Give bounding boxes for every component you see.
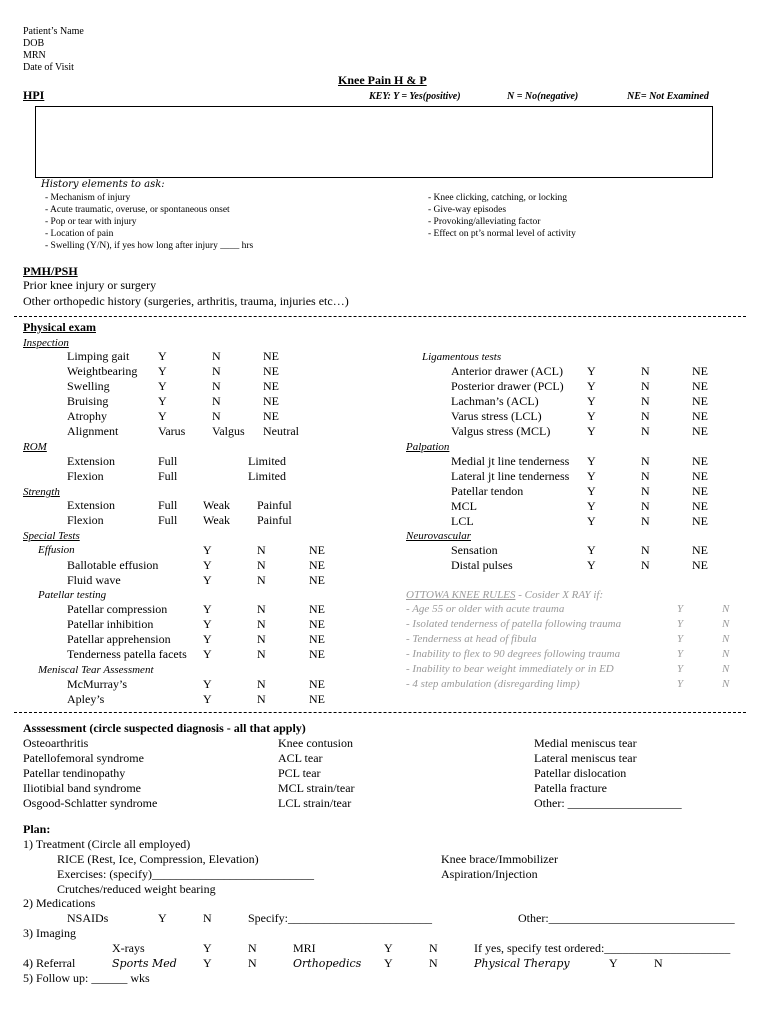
rom-row: Extension Full Limited — [67, 454, 286, 468]
follow-up-field: 5) Follow up: ______ wks — [23, 971, 150, 985]
ottawa-row: - Age 55 or older with acute trauma Y N — [406, 603, 730, 615]
patellar-row: Tenderness patella facets Y N NE — [67, 647, 325, 661]
hpi-text-box[interactable] — [35, 106, 713, 178]
palpation-row: Medial jt line tenderness Y N NE — [451, 454, 708, 468]
history-item: - Swelling (Y/N), if yes how long after injury ____ hrs — [45, 241, 254, 251]
ottawa-row: - Inability to bear weight immediately or in ED Y N — [406, 663, 730, 675]
inspection-heading: Inspection — [23, 337, 69, 349]
pmh-line: Prior knee injury or surgery — [23, 278, 157, 292]
effusion-row: Fluid wave Y N NE — [67, 573, 325, 587]
palpation-heading: Palpation — [406, 441, 450, 453]
referral-row: 4) Referral Sports Med Y N Orthopedics Y N Physical Therapy Y N — [23, 956, 663, 970]
inspection-row: Atrophy Y N NE — [67, 409, 279, 423]
hpi-heading: HPI — [23, 88, 45, 102]
nsaids-row: NSAIDs Y N Specify:________________________ Other:_______________________________ — [67, 911, 735, 925]
inspection-row: Weightbearing Y N NE — [67, 364, 279, 378]
section-divider — [14, 712, 746, 713]
inspection-row: Bruising Y N NE — [67, 394, 279, 408]
palpation-row: Patellar tendon Y N NE — [451, 484, 708, 498]
date-of-visit-label: Date of Visit — [23, 62, 74, 73]
diagnosis-option: Knee contusion — [278, 736, 353, 750]
mrn-label: MRN — [23, 50, 46, 61]
diagnosis-option: LCL strain/tear — [278, 796, 352, 810]
ligamentous-group — [0, 364, 768, 439]
section-divider — [14, 316, 746, 317]
assessment-heading: Asssessment (circle suspected diagnosis - all that apply) — [23, 721, 306, 735]
strength-row: Extension Full Weak Painful — [67, 498, 292, 512]
aspiration-option: Aspiration/Injection — [441, 867, 538, 881]
neuro-row: Sensation Y N NE — [451, 543, 708, 557]
palpation-row: MCL Y N NE — [451, 499, 708, 513]
meniscal-row: Apley’s Y N NE — [67, 692, 325, 706]
assessment-col1 — [23, 736, 157, 811]
inspection-row: Alignment Varus Valgus Neutral — [67, 424, 299, 438]
ligamentous-row: Lachman’s (ACL) Y N NE — [451, 394, 708, 408]
inspection-row: Limping gait Y N NE — [67, 349, 279, 363]
inspection-row: Swelling Y N NE — [67, 379, 279, 393]
diagnosis-option: Osteoarthritis — [23, 736, 89, 750]
effusion-row: Ballotable effusion Y N NE — [67, 558, 325, 572]
rom-heading: ROM — [23, 441, 47, 453]
rice-option: RICE (Rest, Ice, Compression, Elevation) — [57, 852, 259, 866]
key-yes: KEY: Y = Yes(positive) — [369, 91, 461, 102]
effusion-heading: Effusion — [38, 544, 75, 556]
ligamentous-row: Varus stress (LCL) Y N NE — [451, 409, 708, 423]
ligamentous-row: Valgus stress (MCL) Y N NE — [451, 424, 708, 438]
ottawa-row: - Inability to flex to 90 degrees following trauma Y N — [406, 648, 730, 660]
rom-row: Flexion Full Limited — [67, 469, 286, 483]
brace-option: Knee brace/Immobilizer — [441, 852, 558, 866]
ligamentous-row: Posterior drawer (PCL) Y N NE — [451, 379, 708, 393]
diagnosis-option: Medial meniscus tear — [534, 736, 637, 750]
strength-heading: Strength — [23, 486, 60, 498]
assessment-col3 — [534, 736, 682, 811]
pmh-heading: PMH/PSH — [23, 264, 78, 278]
diagnosis-option: Patellar dislocation — [534, 766, 627, 780]
diagnosis-option: Lateral meniscus tear — [534, 751, 637, 765]
diagnosis-option: Patellofemoral syndrome — [23, 751, 144, 765]
key-not-examined: NE= Not Examined — [627, 91, 709, 102]
palpation-row: Lateral jt line tenderness Y N NE — [451, 469, 708, 483]
history-item: - Give-way episodes — [428, 205, 507, 215]
palpation-row: LCL Y N NE — [451, 514, 708, 528]
page-title: Knee Pain H & P — [338, 73, 427, 87]
ligamentous-heading: Ligamentous tests — [422, 351, 502, 363]
ottawa-heading: OTTOWA KNEE RULES - Cosider X RAY if: — [406, 589, 604, 601]
patellar-row: Patellar apprehension Y N NE — [67, 632, 325, 646]
meniscal-row: McMurray’s Y N NE — [67, 677, 325, 691]
medications-label: 2) Medications — [23, 896, 96, 910]
patient-name-label: Patient’s Name — [23, 26, 84, 37]
history-item: - Knee clicking, catching, or locking — [428, 193, 568, 203]
diagnosis-option: Other: ___________________ — [534, 796, 682, 810]
diagnosis-option: Patellar tendinopathy — [23, 766, 126, 780]
crutches-option: Crutches/reduced weight bearing — [57, 882, 216, 896]
diagnosis-option: Iliotibial band syndrome — [23, 781, 141, 795]
patellar-row: Patellar inhibition Y N NE — [67, 617, 325, 631]
treatment-label: 1) Treatment (Circle all employed) — [23, 837, 191, 851]
physical-exam-heading: Physical exam — [23, 320, 96, 334]
neuro-row: Distal pulses Y N NE — [451, 558, 708, 572]
xrays-row: X-rays Y N MRI Y N If yes, specify test ordered:_____________________ — [112, 941, 731, 955]
ottawa-row: - Isolated tenderness of patella following trauma Y N — [406, 618, 730, 630]
strength-row: Flexion Full Weak Painful — [67, 513, 292, 527]
history-item: - Pop or tear with injury — [45, 217, 137, 227]
diagnosis-option: ACL tear — [278, 751, 323, 765]
dob-label: DOB — [23, 38, 45, 49]
ligamentous-row: Anterior drawer (ACL) Y N NE — [451, 364, 708, 378]
ottawa-row: - Tenderness at head of fibula Y N — [406, 633, 730, 645]
plan-heading: Plan: — [23, 822, 51, 836]
history-item: - Provoking/alleviating factor — [428, 217, 541, 227]
meniscal-heading: Meniscal Tear Assessment — [38, 664, 154, 676]
assessment-col2 — [278, 736, 355, 811]
key-no: N = No(negative) — [507, 91, 579, 102]
palpation-group — [0, 454, 768, 529]
neurovascular-heading: Neurovascular — [406, 530, 471, 542]
ottawa-group — [0, 602, 768, 692]
diagnosis-option: Osgood-Schlatter syndrome — [23, 796, 158, 810]
neuro-group — [0, 543, 768, 573]
diagnosis-option: MCL strain/tear — [278, 781, 355, 795]
patellar-row: Patellar compression Y N NE — [67, 602, 325, 616]
diagnosis-option: Patella fracture — [534, 781, 607, 795]
history-heading: History elements to ask: — [41, 179, 165, 190]
patellar-testing-heading: Patellar testing — [38, 589, 107, 601]
history-item: - Location of pain — [45, 229, 114, 239]
history-item: - Effect on pt’s normal level of activity — [428, 229, 576, 239]
special-tests-heading: Special Tests — [23, 530, 80, 542]
diagnosis-option: PCL tear — [278, 766, 321, 780]
history-item: - Acute traumatic, overuse, or spontaneous onset — [45, 205, 230, 215]
imaging-label: 3) Imaging — [23, 926, 76, 940]
history-item: - Mechanism of injury — [45, 193, 131, 203]
pmh-line: Other orthopedic history (surgeries, arthritis, trauma, injuries etc…) — [23, 294, 349, 308]
exercises-option: Exercises: (specify)___________________________ — [57, 867, 314, 881]
effusion-row: Y N NE — [203, 543, 325, 557]
ottawa-row: - 4 step ambulation (disregarding limp) Y N — [406, 678, 730, 690]
